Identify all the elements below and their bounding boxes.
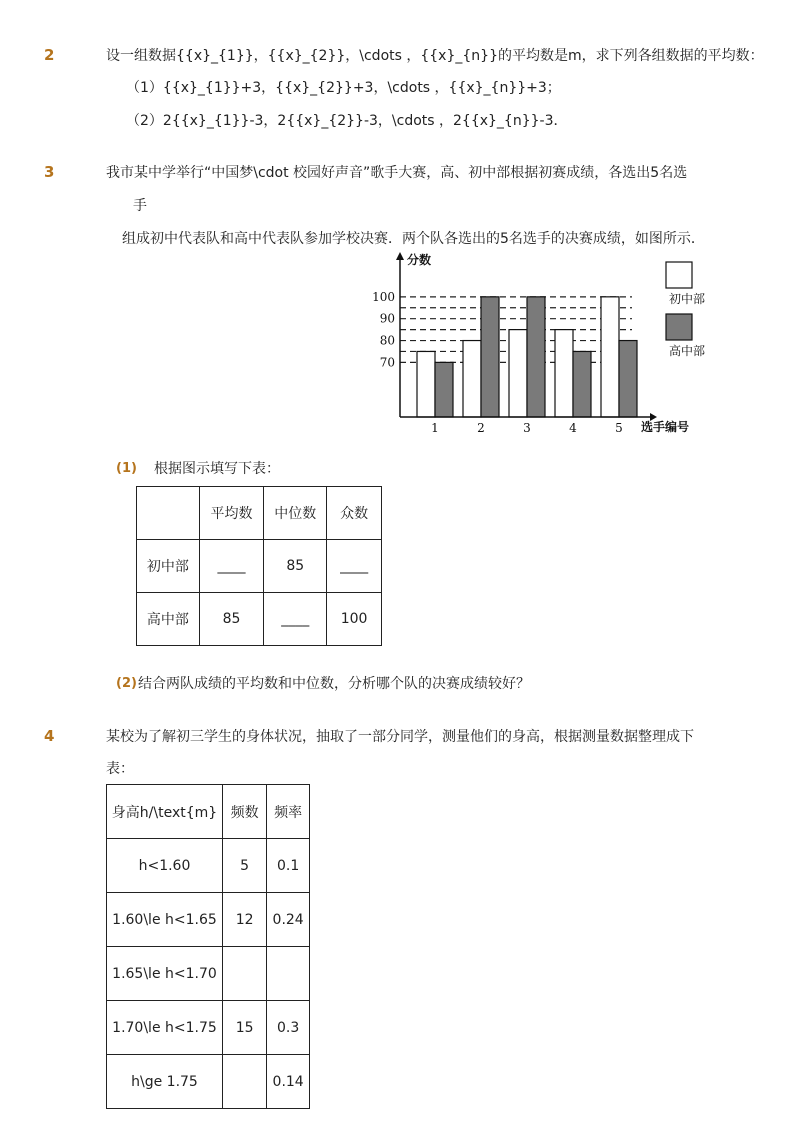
table-cell: 0.24: [267, 893, 310, 947]
bar-senior-4: [573, 351, 591, 417]
y-axis-arrow: [396, 252, 404, 260]
chart-legend: [666, 262, 705, 358]
question-4-table: [106, 784, 310, 1109]
table-row: [137, 593, 382, 646]
table-header-cell: 身高h/\text{m}: [107, 785, 223, 839]
question-3-sub1-text: 根据图示填写下表：: [154, 461, 280, 477]
legend-swatch-junior: [666, 262, 692, 288]
table-cell: 高中部: [137, 593, 200, 646]
table-row: [107, 839, 310, 893]
question-number-2: 2: [44, 46, 55, 64]
question-3-sub2-text: 结合两队成绩的平均数和中位数，分析哪个队的决赛成绩较好？: [138, 676, 530, 692]
question-number-3: 3: [44, 163, 55, 181]
question-3-stem-line2: 手: [133, 198, 147, 214]
bar-junior-5: [601, 297, 619, 417]
table-cell: [137, 487, 200, 540]
table-row: [107, 1001, 310, 1055]
table-cell: 0.1: [267, 839, 310, 893]
table-cell: 85: [199, 593, 264, 646]
question-3-stem-line3: 组成初中代表队和高中代表队参加学校决赛．两个队各选出的5名选手的决赛成绩，如图所示．: [122, 231, 705, 247]
x-tick-label-3: 3: [523, 421, 531, 435]
table-cell: 85: [264, 540, 327, 593]
legend-label-junior: 初中部: [669, 292, 706, 306]
bar-junior-3: [509, 330, 527, 417]
table-cell: ____: [264, 593, 327, 646]
question-number-4: 4: [44, 727, 55, 745]
legend-swatch-senior: [666, 314, 692, 340]
y-tick-label-100: 100: [372, 289, 395, 304]
x-tick-label-1: 1: [431, 421, 439, 435]
question-4-stem-line2: 表：: [106, 761, 134, 777]
question-3-stem-line1: 我市某中学举行“中国梦\cdot 校园好声音”歌手大赛，高、初中部根据初赛成绩，各选出5名选: [106, 165, 688, 181]
bar-senior-2: [481, 297, 499, 417]
table-row: [137, 487, 382, 540]
question-2-stem: 设一组数据{{x}_{1}}，{{x}_{2}}，\cdots ，{{x}_{n}}的平均数是m，求下列各组数据的平均数：: [106, 48, 764, 64]
table-cell: [267, 947, 310, 1001]
x-axis-label: 选手编号: [641, 420, 690, 434]
table-cell: 12: [222, 893, 266, 947]
bar-senior-5: [619, 341, 637, 417]
y-tick-label-90: 90: [379, 311, 395, 326]
table-cell: 1.70\le h<1.75: [107, 1001, 223, 1055]
table-cell: 0.3: [267, 1001, 310, 1055]
table-row: [137, 540, 382, 593]
table-cell: 15: [222, 1001, 266, 1055]
table-cell: 100: [327, 593, 382, 646]
table-cell: ____: [327, 540, 382, 593]
question-2-part2: （2）2{{x}_{1}}-3，2{{x}_{2}}-3，\cdots ，2{{x}_{n}}-3．: [126, 113, 568, 129]
table-row: [107, 947, 310, 1001]
x-tick-label-2: 2: [477, 421, 485, 435]
question-3-table: [136, 486, 382, 646]
table-row: [107, 785, 310, 839]
table-row: [107, 893, 310, 947]
table-cell: h<1.60: [107, 839, 223, 893]
table-header-cell: 平均数: [199, 487, 264, 540]
legend-label-senior: 高中部: [669, 344, 706, 358]
question-2-part1: （1）{{x}_{1}}+3，{{x}_{2}}+3，\cdots ，{{x}_{n}}+3；: [126, 80, 561, 96]
table-row: [107, 1055, 310, 1109]
table-header-cell: 频率: [267, 785, 310, 839]
table-cell: ____: [199, 540, 264, 593]
bar-junior-2: [463, 341, 481, 417]
y-axis-label: 分数: [407, 253, 432, 267]
bar-junior-4: [555, 330, 573, 417]
table-cell: 初中部: [137, 540, 200, 593]
x-tick-label-4: 4: [569, 421, 577, 435]
y-tick-label-70: 70: [379, 355, 395, 370]
bar-senior-3: [527, 297, 545, 417]
table-header-cell: 众数: [327, 487, 382, 540]
table-cell: [222, 947, 266, 1001]
table-cell: 0.14: [267, 1055, 310, 1109]
chart-bars: [417, 297, 637, 417]
bar-senior-1: [435, 362, 453, 417]
table-header-cell: 频数: [222, 785, 266, 839]
score-bar-chart: [360, 250, 720, 445]
x-tick-label-5: 5: [615, 421, 623, 435]
table-cell: 1.65\le h<1.70: [107, 947, 223, 1001]
table-cell: 5: [222, 839, 266, 893]
y-tick-label-80: 80: [379, 333, 395, 348]
question-4-stem-line1: 某校为了解初三学生的身体状况，抽取了一部分同学，测量他们的身高，根据测量数据整理成下: [106, 729, 694, 745]
question-3-sub2-number: (2): [116, 676, 137, 691]
question-3-sub1-number: (1): [116, 461, 137, 476]
table-header-cell: 中位数: [264, 487, 327, 540]
table-cell: h\ge 1.75: [107, 1055, 223, 1109]
bar-junior-1: [417, 351, 435, 417]
table-cell: [222, 1055, 266, 1109]
table-cell: 1.60\le h<1.65: [107, 893, 223, 947]
